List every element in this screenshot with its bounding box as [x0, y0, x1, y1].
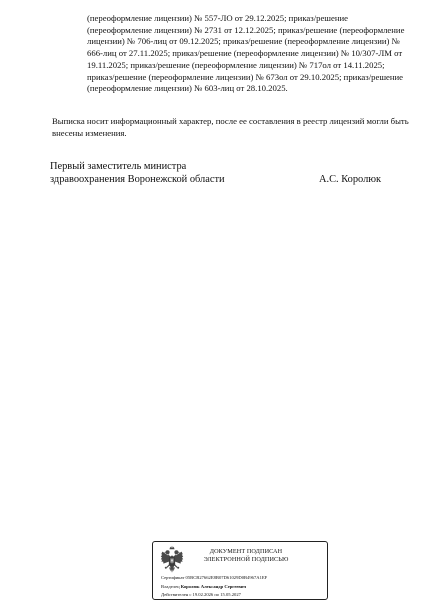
- stamp-title: [183, 548, 309, 563]
- license-text-line: (переоформление лицензии) № 2731 от 12.12.2025; приказ/решение (переоформление: [87, 24, 405, 35]
- signatory-position-line: Первый заместитель министра: [50, 161, 187, 172]
- stamp-title-line: ЭЛЕКТРОННОЙ ПОДПИСЬЮ: [203, 555, 289, 563]
- license-text-line: (переоформление лицензии) № 603-лиц от 28.10.2025.: [87, 83, 288, 94]
- coat-of-arms-icon: [159, 545, 185, 575]
- informational-notice: [52, 116, 422, 139]
- stamp-title-line: ДОКУМЕНТ ПОДПИСАН: [209, 548, 283, 555]
- license-text-line: (переоформление лицензии) № 557-ЛО от 29.12.2025; приказ/решение: [87, 13, 349, 23]
- signatory-position-line: здравоохранения Воронежской области: [50, 174, 225, 185]
- license-text-line: 666-лиц от 27.11.2025; приказ/решение (переоформление лицензии) № 10/307-ЛМ от: [87, 48, 403, 59]
- signatory-name: А.С. Королюк: [319, 174, 382, 185]
- certificate-label: Сертификат: [161, 575, 185, 580]
- stamp-details: [161, 574, 267, 600]
- notice-line: Выписка носит информационный характер, после ее составления в реестр лицензий могли быть: [52, 116, 409, 126]
- license-text-line: 19.11.2025; приказ/решение (переоформление лицензии) № 717ол от 14.11.2025;: [87, 59, 385, 70]
- owner-name: Королюк Александр Сергеевич: [180, 583, 247, 589]
- notice-line: внесены изменения.: [52, 127, 127, 138]
- owner-label: Владелец: [161, 583, 180, 589]
- certificate-line: [161, 574, 267, 583]
- owner-line: [161, 583, 267, 592]
- certificate-number: 05BCB27662E8B07D61029D0B4967A1EF: [185, 575, 268, 580]
- license-text-line: приказ/решение (переоформление лицензии) № 673ол от 29.10.2025; приказ/решение: [87, 71, 404, 82]
- electronic-signature-stamp: [152, 541, 328, 600]
- validity-line: Действителен с 19.02.2026 по 15.05.2027: [161, 592, 241, 597]
- signatory-position: [50, 160, 225, 186]
- license-text-line: лицензии) № 706-лиц от 09.12.2025; приказ/решение (переоформление лицензии) №: [87, 36, 400, 47]
- license-orders-text: [87, 13, 417, 95]
